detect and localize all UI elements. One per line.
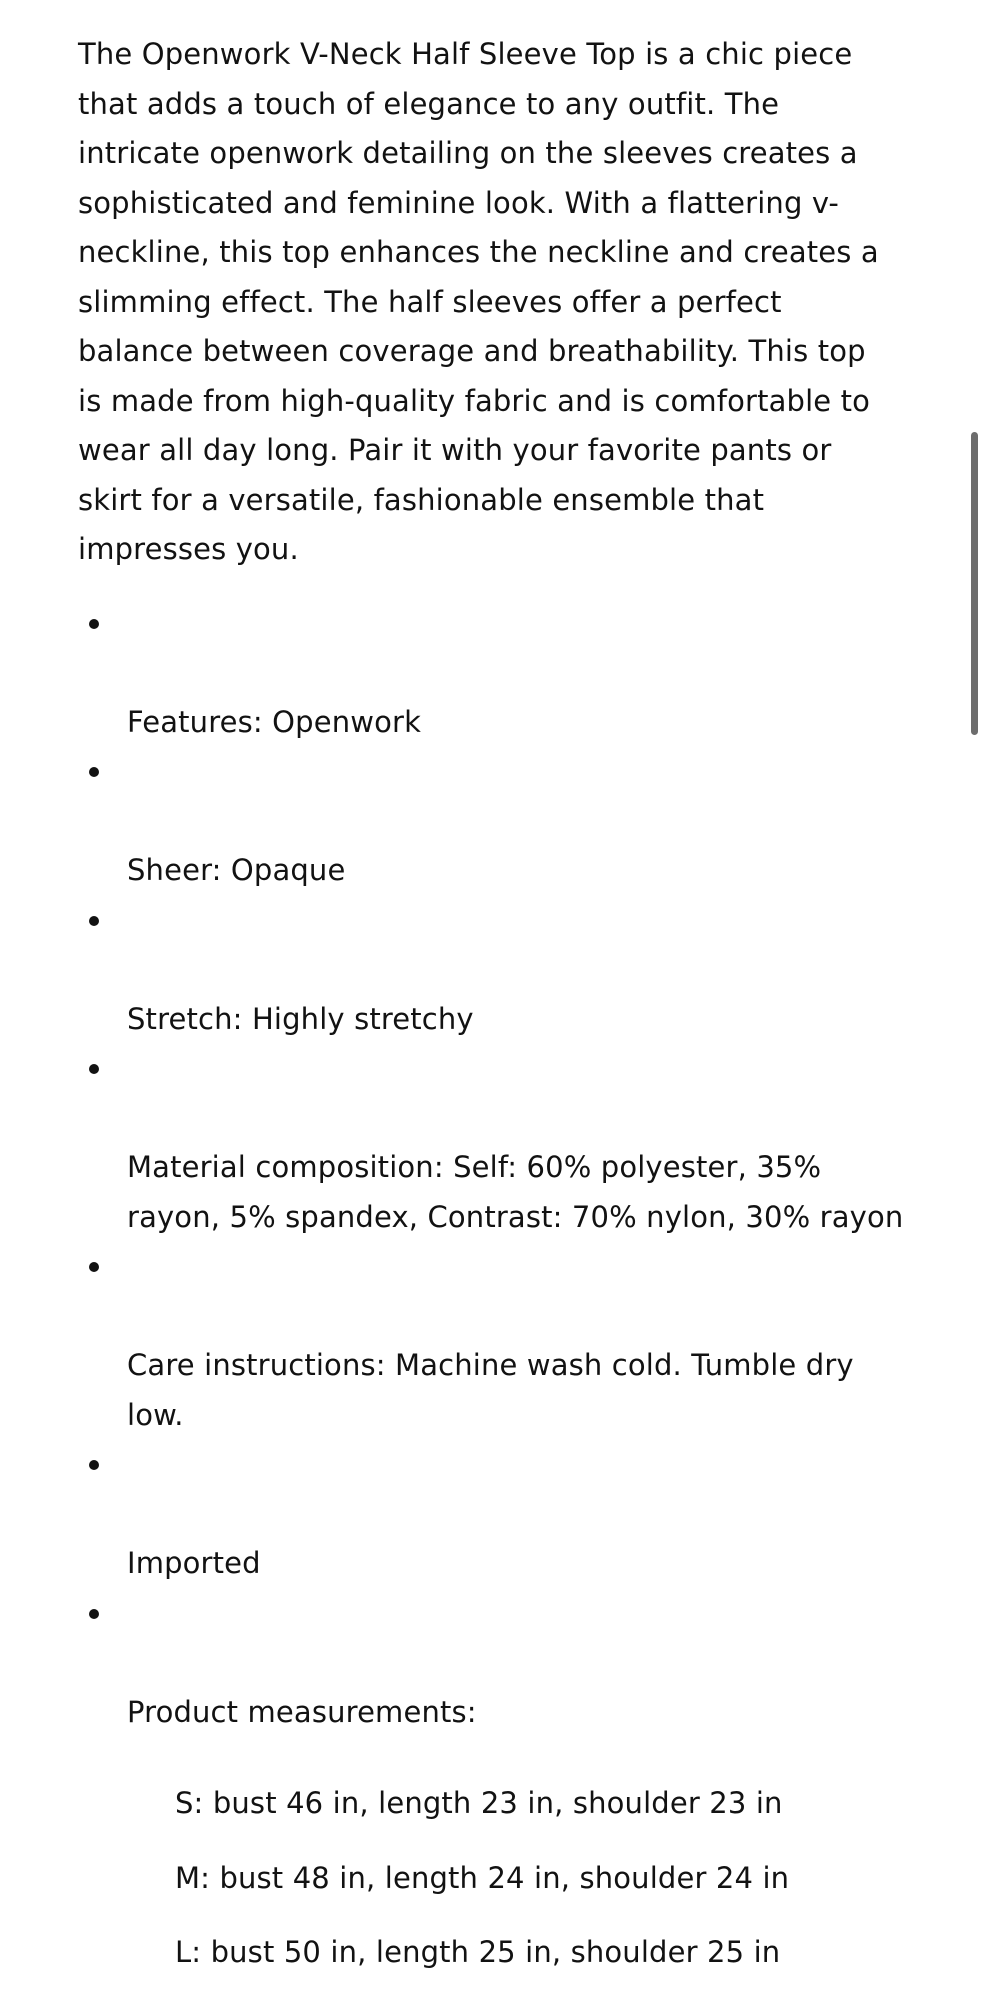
measurement-line-s: S: bust 46 in, length 23 in, shoulder 23 in bbox=[175, 1786, 783, 1820]
bullet-icon bbox=[89, 1262, 99, 1272]
feature-text: Imported bbox=[127, 1546, 261, 1580]
measurements-block bbox=[175, 1779, 928, 1978]
measurement-line-l: L: bust 50 in, length 25 in, shoulder 25 in bbox=[175, 1935, 781, 1969]
feature-text: Features: Openwork bbox=[127, 704, 422, 739]
product-description: The Openwork V-Neck Half Sleeve Top is a chic piece that adds a touch of elegance to any outfit. The intricate openwork detailing on the sleeves creates a sophisticated and feminine look. With a flattering v- neckline, this top enhances the neckline and creates a slimming effect. The half sleeves offer a perfect balance between coverage and breathability. This top is made from high-quality fabric and is comfortable to wear all day long. Pair it with your favorite pants or skirt for a versatile, fashionable ensemble that impresses you. bbox=[78, 37, 879, 566]
bullet-icon bbox=[89, 1064, 99, 1074]
product-description-section bbox=[78, 30, 928, 2003]
measurement-line-m: M: bust 48 in, length 24 in, shoulder 24 in bbox=[175, 1860, 790, 1895]
bullet-icon bbox=[89, 619, 99, 629]
feature-item bbox=[78, 1440, 928, 1589]
feature-list bbox=[78, 599, 928, 1738]
bullet-icon bbox=[89, 1609, 99, 1619]
scrollbar-thumb[interactable] bbox=[971, 432, 978, 735]
feature-text: Product measurements: bbox=[127, 1694, 477, 1729]
bullet-icon bbox=[89, 767, 99, 777]
feature-text: Material composition: Self: 60% polyester, 35% rayon, 5% spandex, Contrast: 70% nylon, 30% rayon bbox=[127, 1150, 904, 1234]
feature-text: Stretch: Highly stretchy bbox=[127, 1001, 474, 1036]
feature-item bbox=[78, 747, 928, 896]
feature-item bbox=[78, 599, 928, 748]
feature-item bbox=[78, 896, 928, 1045]
feature-text: Care instructions: Machine wash cold. Tumble dry low. bbox=[127, 1348, 854, 1432]
feature-item bbox=[78, 1044, 928, 1242]
bullet-icon bbox=[89, 1460, 99, 1470]
feature-text: Sheer: Opaque bbox=[127, 853, 346, 887]
feature-item bbox=[78, 1242, 928, 1440]
feature-item bbox=[78, 1589, 928, 1738]
bullet-icon bbox=[89, 916, 99, 926]
